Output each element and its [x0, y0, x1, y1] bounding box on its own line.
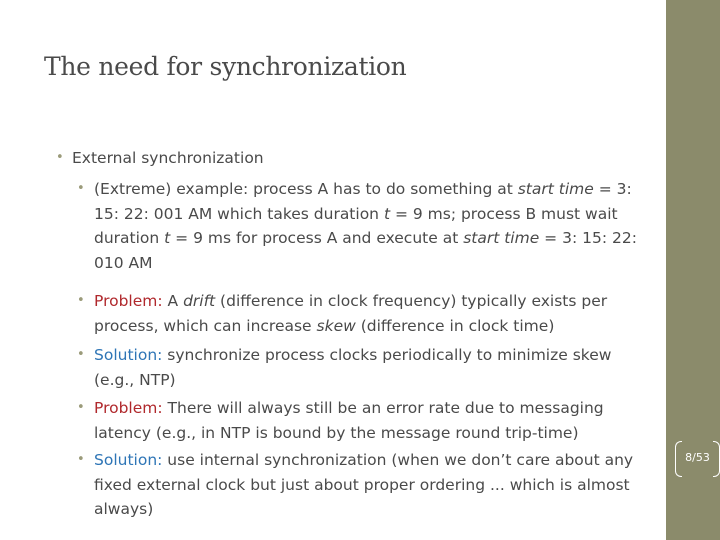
- bullet-solution-ntp: [77, 343, 649, 392]
- item-text: use internal synchronization (when we don’t care about any fixed external clock but just about proper ordering ... which is almost always): [94, 451, 634, 518]
- example-start-time: start time: [517, 180, 594, 198]
- skew-term: skew: [316, 316, 356, 335]
- bullet-dot-icon: •: [56, 150, 64, 165]
- slide-title: The need for synchronization: [44, 52, 407, 81]
- bullet-dot-icon: •: [77, 293, 85, 308]
- bullet-external-sync: [56, 146, 264, 171]
- drift-term: drift: [183, 292, 216, 310]
- example-t: t: [383, 204, 391, 223]
- example-start-time-2: start time: [463, 229, 540, 247]
- bullet-problem-drift: [77, 289, 649, 338]
- bullet-dot-icon: •: [77, 400, 85, 415]
- bullet-solution-internal: [77, 448, 649, 522]
- bullet-text: External synchronization: [72, 149, 264, 167]
- item-text: synchronize process clocks periodically to minimize skew (e.g., NTP): [94, 346, 612, 389]
- example-text-e: = 9 ms; process B must wait duration: [94, 204, 618, 247]
- bullet-example: [77, 177, 649, 275]
- solution-label: Solution:: [94, 451, 163, 469]
- item-text-c: (difference in clock frequency) typically exists per process, which can increase: [94, 292, 608, 335]
- bracket-right-icon: [713, 441, 720, 477]
- example-t-2: t: [164, 229, 171, 247]
- example-text-a: (Extreme) example: process A has to do something at: [94, 180, 518, 198]
- bullet-dot-icon: •: [77, 452, 85, 467]
- example-text-g: = 9 ms for process A and execute at: [170, 229, 464, 247]
- bullet-dot-icon: •: [77, 181, 85, 196]
- item-text-a: A: [162, 292, 184, 310]
- item-text-e: (difference in clock time): [355, 316, 555, 335]
- example-text-c: = 3: 15: 22: 001 AM which takes duration: [94, 180, 632, 223]
- bullet-problem-latency: [77, 396, 649, 445]
- example-text-i: = 3: 15: 22: 010 AM: [94, 229, 637, 272]
- problem-label: Problem:: [94, 399, 163, 417]
- bullet-dot-icon: •: [77, 347, 85, 362]
- problem-label: Problem:: [94, 292, 163, 310]
- solution-label: Solution:: [94, 346, 163, 364]
- item-text: There will always still be an error rate due to messaging latency (e.g., in NTP is bound by the message round trip-time): [94, 399, 604, 442]
- page-number: 8/53: [685, 451, 710, 464]
- page-number-badge: [679, 441, 716, 477]
